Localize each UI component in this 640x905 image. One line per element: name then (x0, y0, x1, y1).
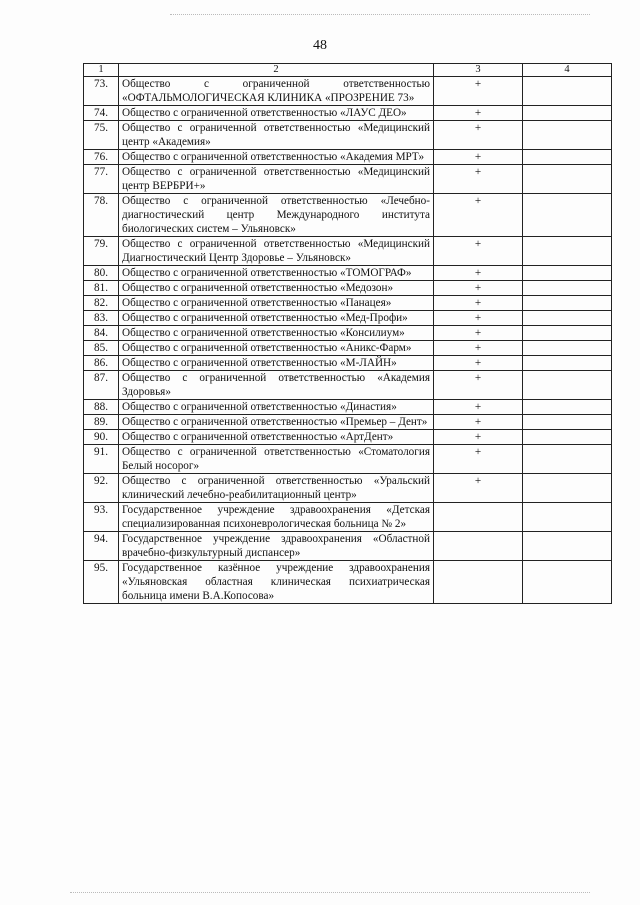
column-4-value (523, 77, 612, 106)
column-4-value (523, 532, 612, 561)
column-4-value (523, 371, 612, 400)
row-number: 78. (84, 194, 119, 237)
column-3-mark: + (434, 371, 523, 400)
scan-noise-top (170, 14, 590, 16)
column-3-mark: + (434, 237, 523, 266)
column-3-mark: + (434, 266, 523, 281)
column-4-value (523, 106, 612, 121)
table-row (84, 356, 612, 371)
organization-name: Общество с ограниченной ответственностью «Академия МРТ» (119, 150, 434, 165)
header-col-4: 4 (523, 64, 612, 77)
column-4-value (523, 150, 612, 165)
organization-name: Государственное казённое учреждение здравоохранения «Ульяновская областная клиническая психиатрическая больница имени В.А.Копосова» (119, 561, 434, 604)
row-number: 75. (84, 121, 119, 150)
row-number: 91. (84, 445, 119, 474)
organization-name: Общество с ограниченной ответственностью «Премьер – Дент» (119, 415, 434, 430)
table-row (84, 121, 612, 150)
row-number: 88. (84, 400, 119, 415)
organization-name: Общество с ограниченной ответственностью «Консилиум» (119, 326, 434, 341)
table-row (84, 561, 612, 604)
page-number: 48 (313, 38, 327, 53)
organization-name: Общество с ограниченной ответственностью «Панацея» (119, 296, 434, 311)
table-row (84, 445, 612, 474)
row-number: 92. (84, 474, 119, 503)
organization-name: Общество с ограниченной ответственностью «Лечебно-диагностический центр Международного института биологических систем – Ульяновск» (119, 194, 434, 237)
organization-name: Государственное учреждение здравоохранения «Областной врачебно-физкультурный диспансер» (119, 532, 434, 561)
table-row (84, 237, 612, 266)
column-4-value (523, 356, 612, 371)
table-row (84, 266, 612, 281)
table-row (84, 311, 612, 326)
column-3-mark: + (434, 400, 523, 415)
column-3-mark (434, 503, 523, 532)
row-number: 85. (84, 341, 119, 356)
organization-name: Общество с ограниченной ответственностью «ТОМОГРАФ» (119, 266, 434, 281)
column-3-mark (434, 561, 523, 604)
table-row (84, 194, 612, 237)
column-3-mark: + (434, 150, 523, 165)
organization-name: Общество с ограниченной ответственностью «Медозон» (119, 281, 434, 296)
column-3-mark: + (434, 281, 523, 296)
row-number: 94. (84, 532, 119, 561)
registry-table (83, 63, 612, 604)
column-4-value (523, 266, 612, 281)
table-row (84, 165, 612, 194)
organization-name: Общество с ограниченной ответственностью «Уральский клинический лечебно-реабилитационный центр» (119, 474, 434, 503)
column-4-value (523, 430, 612, 445)
column-4-value (523, 503, 612, 532)
column-4-value (523, 165, 612, 194)
organization-name: Общество с ограниченной ответственностью «ОФТАЛЬМОЛОГИЧЕСКАЯ КЛИНИКА «ПРОЗРЕНИЕ 73» (119, 77, 434, 106)
row-number: 95. (84, 561, 119, 604)
row-number: 74. (84, 106, 119, 121)
row-number: 76. (84, 150, 119, 165)
header-col-2: 2 (119, 64, 434, 77)
table-row (84, 326, 612, 341)
scan-noise-bottom (70, 892, 590, 894)
column-3-mark: + (434, 165, 523, 194)
row-number: 90. (84, 430, 119, 445)
row-number: 87. (84, 371, 119, 400)
row-number: 77. (84, 165, 119, 194)
table-row (84, 503, 612, 532)
column-3-mark: + (434, 194, 523, 237)
row-number: 82. (84, 296, 119, 311)
column-4-value (523, 561, 612, 604)
column-4-value (523, 194, 612, 237)
organization-name: Общество с ограниченной ответственностью «Династия» (119, 400, 434, 415)
column-3-mark: + (434, 296, 523, 311)
table-row (84, 296, 612, 311)
column-4-value (523, 311, 612, 326)
organization-name: Общество с ограниченной ответственностью «М-ЛАЙН» (119, 356, 434, 371)
table-row (84, 106, 612, 121)
organization-name: Общество с ограниченной ответственностью «Медицинский центр ВЕРБРИ+» (119, 165, 434, 194)
column-4-value (523, 326, 612, 341)
header-col-3: 3 (434, 64, 523, 77)
table-row (84, 400, 612, 415)
row-number: 86. (84, 356, 119, 371)
table-row (84, 281, 612, 296)
organization-name: Общество с ограниченной ответственностью «АртДент» (119, 430, 434, 445)
organization-name: Государственное учреждение здравоохранения «Детская специализированная психоневрологическая больница № 2» (119, 503, 434, 532)
row-number: 83. (84, 311, 119, 326)
organization-name: Общество с ограниченной ответственностью «Стоматология Белый носорог» (119, 445, 434, 474)
row-number: 80. (84, 266, 119, 281)
column-3-mark: + (434, 311, 523, 326)
organization-name: Общество с ограниченной ответственностью «Медицинский Диагностический Центр Здоровье – Ульяновск» (119, 237, 434, 266)
column-4-value (523, 445, 612, 474)
table-row (84, 341, 612, 356)
column-4-value (523, 296, 612, 311)
table-row (84, 371, 612, 400)
column-3-mark: + (434, 341, 523, 356)
column-3-mark: + (434, 415, 523, 430)
organization-name: Общество с ограниченной ответственностью «ЛАУС ДЕО» (119, 106, 434, 121)
column-4-value (523, 121, 612, 150)
header-col-1: 1 (84, 64, 119, 77)
column-4-value (523, 341, 612, 356)
column-3-mark: + (434, 356, 523, 371)
column-3-mark: + (434, 474, 523, 503)
column-3-mark: + (434, 106, 523, 121)
table-header-row (84, 64, 612, 77)
row-number: 81. (84, 281, 119, 296)
table-row (84, 430, 612, 445)
column-3-mark: + (434, 77, 523, 106)
table-row (84, 77, 612, 106)
organization-name: Общество с ограниченной ответственностью «Мед-Профи» (119, 311, 434, 326)
row-number: 93. (84, 503, 119, 532)
table-row (84, 150, 612, 165)
table-row (84, 415, 612, 430)
column-4-value (523, 474, 612, 503)
column-3-mark: + (434, 430, 523, 445)
table-row (84, 474, 612, 503)
column-4-value (523, 281, 612, 296)
table-row (84, 532, 612, 561)
row-number: 84. (84, 326, 119, 341)
organization-name: Общество с ограниченной ответственностью «Медицинский центр «Академия» (119, 121, 434, 150)
column-4-value (523, 400, 612, 415)
column-4-value (523, 415, 612, 430)
row-number: 73. (84, 77, 119, 106)
column-4-value (523, 237, 612, 266)
row-number: 89. (84, 415, 119, 430)
organization-name: Общество с ограниченной ответственностью «Академия Здоровья» (119, 371, 434, 400)
organization-name: Общество с ограниченной ответственностью «Аникс-Фарм» (119, 341, 434, 356)
column-3-mark: + (434, 445, 523, 474)
column-3-mark: + (434, 326, 523, 341)
column-3-mark (434, 532, 523, 561)
column-3-mark: + (434, 121, 523, 150)
row-number: 79. (84, 237, 119, 266)
